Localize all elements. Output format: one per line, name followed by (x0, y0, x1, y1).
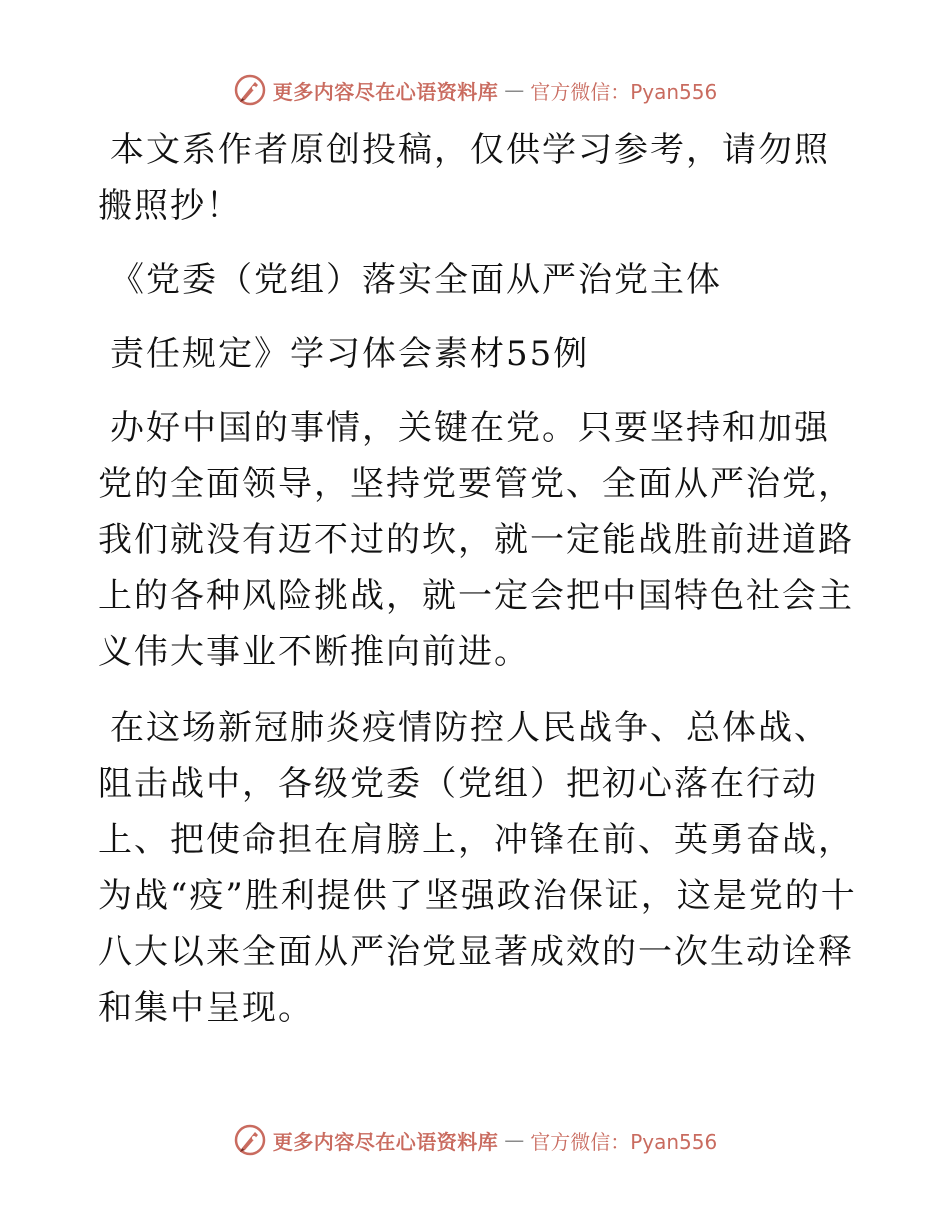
watermark-dash: — (504, 78, 525, 102)
watermark-brand (233, 73, 718, 107)
watermark-main-text: 更多内容尽在心语资料库 (272, 79, 499, 104)
body-paragraph-1: 办好中国的事情，关键在党。只要坚持和加强党的全面领导，坚持党要管党、全面从严治党，我们就没有迈不过的坎，就一定能战胜前进道路上的各种风险挑战，就一定会把中国特色社会主义伟大事业不断推向前进。 (98, 408, 854, 672)
watermark-wechat-text: 官方微信：Pyan556 (530, 79, 718, 104)
watermark-wechat-text: 官方微信：Pyan556 (530, 1129, 718, 1154)
copyright-notice: 本文系作者原创投稿，仅供学习参考，请勿照搬照抄！ (98, 130, 830, 226)
watermark-brand-footer (233, 1123, 718, 1157)
document-title-line-2: 责任规定》学习体会素材55例 (110, 334, 590, 374)
watermark-main-text: 更多内容尽在心语资料库 (272, 1129, 499, 1154)
footer-watermark (0, 1120, 950, 1160)
quill-pen-icon (233, 73, 267, 107)
document-title-line-1: 《党委（党组）落实全面从严治党主体 (110, 260, 722, 300)
watermark-dash: — (504, 1128, 525, 1152)
body-paragraph-2: 在这场新冠肺炎疫情防控人民战争、总体战、阻击战中，各级党委（党组）把初心落在行动上、把使命担在肩膀上，冲锋在前、英勇奋战，为战“疫”胜利提供了坚强政治保证，这是党的十八大以来全面从严治党显著成效的一次生动诠释和集中呈现。 (98, 708, 857, 1028)
document-body (98, 122, 858, 1036)
header-watermark (0, 70, 950, 110)
quill-pen-icon (233, 1123, 267, 1157)
